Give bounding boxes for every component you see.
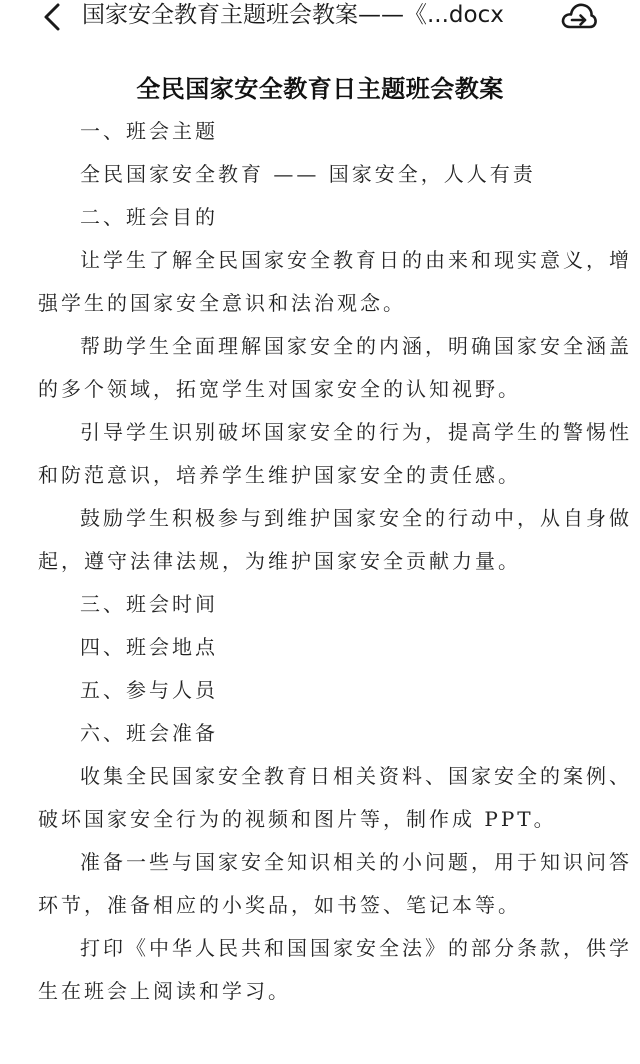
chevron-left-icon [38, 2, 68, 32]
paragraph-line: 引导学生识别破坏国家安全的行为，提高学生的警惕性 [80, 420, 632, 444]
cloud-share-icon [560, 0, 598, 32]
paragraph-line: 和防范意识，培养学生维护国家安全的责任感。 [38, 463, 521, 487]
section-heading-purpose: 二、班会目的 [80, 205, 218, 229]
paragraph-line: 让学生了解全民国家安全教育日的由来和现实意义，增 [80, 248, 632, 272]
paragraph-line: 的多个领域，拓宽学生对国家安全的认知视野。 [38, 377, 521, 401]
paragraph-line: 帮助学生全面理解国家安全的内涵，明确国家安全涵盖 [80, 334, 632, 358]
paragraph-line: 全民国家安全教育 —— 国家安全，人人有责 [80, 162, 536, 186]
top-bar [0, 0, 640, 34]
paragraph-line: 收集全民国家安全教育日相关资料、国家安全的案例、 [80, 764, 632, 788]
section-heading-theme: 一、班会主题 [80, 119, 218, 143]
paragraph-line: 强学生的国家安全意识和法治观念。 [38, 291, 406, 315]
document-heading: 全民国家安全教育日主题班会教案 [136, 74, 504, 103]
section-heading-preparation: 六、班会准备 [80, 721, 218, 745]
share-button[interactable] [560, 0, 598, 32]
paragraph-line: 起，遵守法律法规，为维护国家安全贡献力量。 [38, 549, 521, 573]
document-title: 国家安全教育主题班会教案——《...docx [82, 2, 504, 28]
paragraph-line: 鼓励学生积极参与到维护国家安全的行动中，从自身做 [80, 506, 632, 530]
section-heading-time: 三、班会时间 [80, 592, 218, 616]
document-body [0, 70, 640, 108]
paragraph-line: 打印《中华人民共和国国家安全法》的部分条款，供学 [80, 936, 632, 960]
section-heading-location: 四、班会地点 [80, 635, 218, 659]
paragraph-line: 准备一些与国家安全知识相关的小问题，用于知识问答 [80, 850, 632, 874]
paragraph-line: 生在班会上阅读和学习。 [38, 979, 291, 1003]
paragraph-line: 破坏国家安全行为的视频和图片等，制作成 PPT。 [38, 807, 557, 831]
section-heading-participants: 五、参与人员 [80, 678, 218, 702]
paragraph-line: 环节，准备相应的小奖品，如书签、笔记本等。 [38, 893, 521, 917]
back-button[interactable] [38, 2, 68, 32]
